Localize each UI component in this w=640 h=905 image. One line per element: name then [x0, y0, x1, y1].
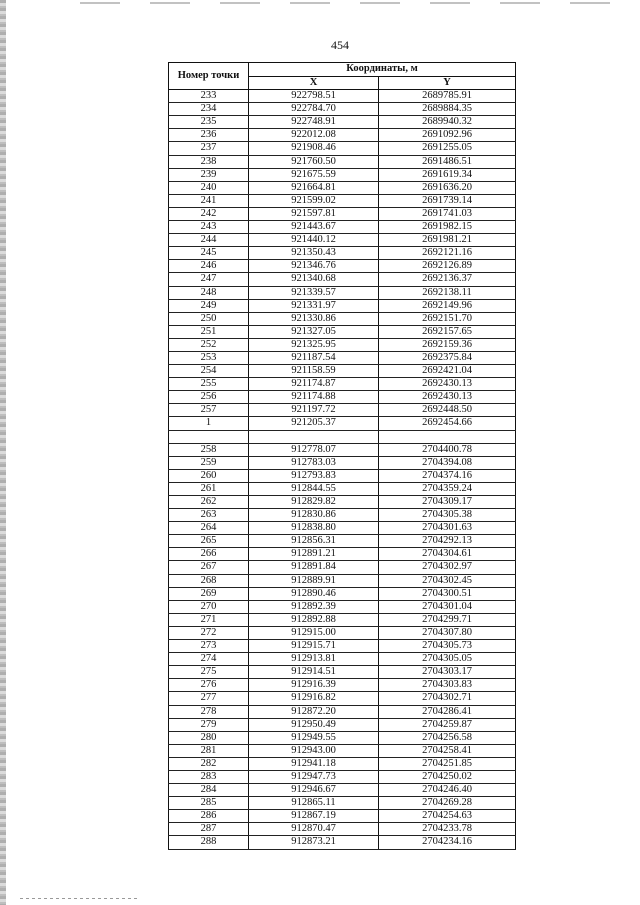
cell-y: 2704246.40 — [379, 784, 516, 797]
cell-y: 2691982.15 — [379, 221, 516, 234]
table-row — [169, 744, 516, 757]
table-row — [169, 430, 516, 443]
cell-x: 912943.00 — [249, 744, 379, 757]
cell-x: 912892.88 — [249, 613, 379, 626]
cell-point-number: 280 — [169, 731, 249, 744]
cell-y: 2704305.05 — [379, 653, 516, 666]
table-row — [169, 338, 516, 351]
cell-y: 2692136.37 — [379, 273, 516, 286]
cell-point-number: 286 — [169, 810, 249, 823]
table-row — [169, 351, 516, 364]
cell-x: 921325.95 — [249, 338, 379, 351]
scan-border-top — [80, 2, 640, 4]
cell-y: 2704286.41 — [379, 705, 516, 718]
cell-y: 2691255.05 — [379, 142, 516, 155]
cell-x: 912856.31 — [249, 535, 379, 548]
cell-x: 912916.39 — [249, 679, 379, 692]
cell-point-number: 269 — [169, 587, 249, 600]
cell-point-number: 249 — [169, 299, 249, 312]
table-row — [169, 404, 516, 417]
cell-point-number: 250 — [169, 312, 249, 325]
cell-y: 2689785.91 — [379, 90, 516, 103]
cell-point-number: 270 — [169, 600, 249, 613]
cell-x: 912915.00 — [249, 626, 379, 639]
cell-y: 2689884.35 — [379, 103, 516, 116]
cell-point-number: 253 — [169, 351, 249, 364]
cell-y: 2691981.21 — [379, 234, 516, 247]
table-row — [169, 770, 516, 783]
cell-x: 922798.51 — [249, 90, 379, 103]
cell-x: 921187.54 — [249, 351, 379, 364]
cell-x: 921675.59 — [249, 168, 379, 181]
cell-x: 912873.21 — [249, 836, 379, 849]
cell-x: 921174.87 — [249, 378, 379, 391]
cell-x: 921908.46 — [249, 142, 379, 155]
cell-y: 2704251.85 — [379, 757, 516, 770]
cell-point-number: 287 — [169, 823, 249, 836]
table-row — [169, 417, 516, 430]
table-row — [169, 666, 516, 679]
table-row — [169, 325, 516, 338]
table-row — [169, 90, 516, 103]
cell-point-number: 251 — [169, 325, 249, 338]
cell-y: 2704301.04 — [379, 600, 516, 613]
table-row — [169, 823, 516, 836]
cell-y: 2692454.66 — [379, 417, 516, 430]
cell-y: 2692126.89 — [379, 260, 516, 273]
cell-x: 922784.70 — [249, 103, 379, 116]
table-row — [169, 600, 516, 613]
cell-point-number: 255 — [169, 378, 249, 391]
table-row — [169, 365, 516, 378]
cell-y: 2704307.80 — [379, 626, 516, 639]
cell-point-number: 283 — [169, 770, 249, 783]
table-row — [169, 207, 516, 220]
cell-y: 2692430.13 — [379, 378, 516, 391]
cell-y: 2704234.16 — [379, 836, 516, 849]
table-row — [169, 836, 516, 849]
cell-x: 912950.49 — [249, 718, 379, 731]
header-point-number: Номер точки — [169, 63, 249, 90]
cell-x: 921331.97 — [249, 299, 379, 312]
table-row — [169, 574, 516, 587]
table-row — [169, 626, 516, 639]
cell-point-number: 259 — [169, 456, 249, 469]
table-row — [169, 496, 516, 509]
cell-y: 2704394.08 — [379, 456, 516, 469]
table-row — [169, 194, 516, 207]
cell-y: 2704300.51 — [379, 587, 516, 600]
cell-y: 2704258.41 — [379, 744, 516, 757]
cell-point-number: 256 — [169, 391, 249, 404]
table-row — [169, 469, 516, 482]
cell-point-number: 265 — [169, 535, 249, 548]
cell-x: 912916.82 — [249, 692, 379, 705]
cell-point-number: 281 — [169, 744, 249, 757]
cell-point-number: 1 — [169, 417, 249, 430]
cell-x: 912949.55 — [249, 731, 379, 744]
cell-x: 921350.43 — [249, 247, 379, 260]
cell-point-number: 262 — [169, 496, 249, 509]
cell-x: 921443.67 — [249, 221, 379, 234]
cell-y: 2704305.38 — [379, 509, 516, 522]
cell-point-number: 243 — [169, 221, 249, 234]
cell-y: 2704233.78 — [379, 823, 516, 836]
cell-x: 912915.71 — [249, 640, 379, 653]
cell-x: 912889.91 — [249, 574, 379, 587]
cell-x: 912947.73 — [249, 770, 379, 783]
table-body — [169, 90, 516, 849]
cell-y: 2704269.28 — [379, 797, 516, 810]
cell-y: 2704259.87 — [379, 718, 516, 731]
cell-point-number: 233 — [169, 90, 249, 103]
cell-x: 912872.20 — [249, 705, 379, 718]
cell-point-number: 288 — [169, 836, 249, 849]
cell-x: 921440.12 — [249, 234, 379, 247]
cell-x: 921664.81 — [249, 181, 379, 194]
cell-point-number: 241 — [169, 194, 249, 207]
cell-point-number: 277 — [169, 692, 249, 705]
cell-point-number: 284 — [169, 784, 249, 797]
cell-point-number: 264 — [169, 522, 249, 535]
table-row — [169, 482, 516, 495]
scan-border-left — [0, 0, 6, 905]
cell-x: 912793.83 — [249, 469, 379, 482]
cell-point-number: 248 — [169, 286, 249, 299]
table-row — [169, 456, 516, 469]
table-row — [169, 378, 516, 391]
cell-y: 2692157.65 — [379, 325, 516, 338]
header-y: Y — [379, 77, 516, 90]
cell-y: 2691092.96 — [379, 129, 516, 142]
table-row — [169, 757, 516, 770]
table-row — [169, 155, 516, 168]
cell-y: 2704292.13 — [379, 535, 516, 548]
table-row — [169, 613, 516, 626]
table-row — [169, 221, 516, 234]
table-row — [169, 260, 516, 273]
cell-point-number: 268 — [169, 574, 249, 587]
coordinates-table — [168, 62, 516, 850]
cell-point-number: 275 — [169, 666, 249, 679]
cell-point-number: 260 — [169, 469, 249, 482]
cell-x — [249, 430, 379, 443]
cell-point-number: 252 — [169, 338, 249, 351]
cell-y: 2692138.11 — [379, 286, 516, 299]
cell-point-number: 285 — [169, 797, 249, 810]
cell-x: 912913.81 — [249, 653, 379, 666]
cell-point-number: 274 — [169, 653, 249, 666]
cell-y: 2704250.02 — [379, 770, 516, 783]
cell-point-number: 258 — [169, 443, 249, 456]
cell-x: 912829.82 — [249, 496, 379, 509]
cell-x: 921597.81 — [249, 207, 379, 220]
cell-x: 912890.46 — [249, 587, 379, 600]
cell-point-number: 234 — [169, 103, 249, 116]
cell-point-number: 246 — [169, 260, 249, 273]
table-row — [169, 535, 516, 548]
cell-x: 912891.84 — [249, 561, 379, 574]
cell-y: 2691636.20 — [379, 181, 516, 194]
table-row — [169, 103, 516, 116]
cell-x: 921760.50 — [249, 155, 379, 168]
cell-point-number: 272 — [169, 626, 249, 639]
cell-point-number: 240 — [169, 181, 249, 194]
cell-y: 2692151.70 — [379, 312, 516, 325]
header-coordinates: Координаты, м — [249, 63, 516, 77]
cell-point-number: 267 — [169, 561, 249, 574]
table-row — [169, 705, 516, 718]
table-row — [169, 116, 516, 129]
cell-x: 912870.47 — [249, 823, 379, 836]
cell-point-number: 261 — [169, 482, 249, 495]
cell-point-number: 237 — [169, 142, 249, 155]
cell-y: 2704374.16 — [379, 469, 516, 482]
table-header — [169, 63, 516, 90]
table-row — [169, 273, 516, 286]
cell-x: 912778.07 — [249, 443, 379, 456]
cell-point-number: 278 — [169, 705, 249, 718]
cell-x: 921197.72 — [249, 404, 379, 417]
table-row — [169, 810, 516, 823]
cell-x: 921599.02 — [249, 194, 379, 207]
cell-x: 921158.59 — [249, 365, 379, 378]
table-row — [169, 181, 516, 194]
cell-point-number: 235 — [169, 116, 249, 129]
cell-x: 921330.86 — [249, 312, 379, 325]
cell-point-number — [169, 430, 249, 443]
table-row — [169, 247, 516, 260]
cell-y: 2704256.58 — [379, 731, 516, 744]
cell-x: 921340.68 — [249, 273, 379, 286]
cell-y — [379, 430, 516, 443]
table-row — [169, 548, 516, 561]
cell-point-number: 242 — [169, 207, 249, 220]
cell-x: 912830.86 — [249, 509, 379, 522]
cell-x: 921346.76 — [249, 260, 379, 273]
cell-x: 912838.80 — [249, 522, 379, 535]
cell-y: 2689940.32 — [379, 116, 516, 129]
cell-x: 912914.51 — [249, 666, 379, 679]
cell-x: 921205.37 — [249, 417, 379, 430]
cell-y: 2704400.78 — [379, 443, 516, 456]
cell-y: 2692421.04 — [379, 365, 516, 378]
cell-x: 921339.57 — [249, 286, 379, 299]
cell-point-number: 273 — [169, 640, 249, 653]
table-row — [169, 718, 516, 731]
table-row — [169, 561, 516, 574]
cell-x: 912867.19 — [249, 810, 379, 823]
cell-x: 912892.39 — [249, 600, 379, 613]
cell-point-number: 282 — [169, 757, 249, 770]
cell-y: 2692430.13 — [379, 391, 516, 404]
cell-y: 2704309.17 — [379, 496, 516, 509]
scan-footer-mark — [20, 898, 140, 899]
table-row — [169, 129, 516, 142]
table-row — [169, 797, 516, 810]
cell-point-number: 263 — [169, 509, 249, 522]
table-row — [169, 692, 516, 705]
table-row — [169, 299, 516, 312]
cell-point-number: 245 — [169, 247, 249, 260]
cell-y: 2704302.45 — [379, 574, 516, 587]
cell-y: 2704303.17 — [379, 666, 516, 679]
cell-point-number: 257 — [169, 404, 249, 417]
cell-y: 2704301.63 — [379, 522, 516, 535]
cell-y: 2692149.96 — [379, 299, 516, 312]
header-x: X — [249, 77, 379, 90]
table-row — [169, 679, 516, 692]
cell-x: 922748.91 — [249, 116, 379, 129]
cell-x: 922012.08 — [249, 129, 379, 142]
table-row — [169, 784, 516, 797]
cell-x: 912946.67 — [249, 784, 379, 797]
table-row — [169, 509, 516, 522]
cell-y: 2704299.71 — [379, 613, 516, 626]
cell-y: 2704302.97 — [379, 561, 516, 574]
cell-x: 912844.55 — [249, 482, 379, 495]
table-row — [169, 443, 516, 456]
cell-x: 912891.21 — [249, 548, 379, 561]
table-row — [169, 286, 516, 299]
cell-y: 2691739.14 — [379, 194, 516, 207]
table-row — [169, 142, 516, 155]
cell-y: 2691619.34 — [379, 168, 516, 181]
cell-point-number: 276 — [169, 679, 249, 692]
cell-y: 2691741.03 — [379, 207, 516, 220]
cell-y: 2691486.51 — [379, 155, 516, 168]
cell-point-number: 236 — [169, 129, 249, 142]
cell-y: 2704359.24 — [379, 482, 516, 495]
cell-point-number: 247 — [169, 273, 249, 286]
page-number: 454 — [331, 38, 349, 52]
cell-x: 921327.05 — [249, 325, 379, 338]
table-row — [169, 391, 516, 404]
table-row — [169, 234, 516, 247]
table-row — [169, 640, 516, 653]
cell-x: 912783.03 — [249, 456, 379, 469]
cell-y: 2692159.36 — [379, 338, 516, 351]
cell-x: 921174.88 — [249, 391, 379, 404]
table-row — [169, 168, 516, 181]
cell-point-number: 238 — [169, 155, 249, 168]
cell-point-number: 279 — [169, 718, 249, 731]
cell-point-number: 254 — [169, 365, 249, 378]
cell-x: 912941.18 — [249, 757, 379, 770]
cell-y: 2704254.63 — [379, 810, 516, 823]
table-row — [169, 731, 516, 744]
table-row — [169, 587, 516, 600]
table-row — [169, 522, 516, 535]
cell-point-number: 244 — [169, 234, 249, 247]
cell-y: 2704305.73 — [379, 640, 516, 653]
cell-y: 2692121.16 — [379, 247, 516, 260]
table-row — [169, 312, 516, 325]
cell-y: 2704304.61 — [379, 548, 516, 561]
cell-point-number: 239 — [169, 168, 249, 181]
cell-y: 2704303.83 — [379, 679, 516, 692]
cell-x: 912865.11 — [249, 797, 379, 810]
cell-y: 2692448.50 — [379, 404, 516, 417]
table-row — [169, 653, 516, 666]
cell-y: 2704302.71 — [379, 692, 516, 705]
cell-point-number: 271 — [169, 613, 249, 626]
cell-point-number: 266 — [169, 548, 249, 561]
cell-y: 2692375.84 — [379, 351, 516, 364]
